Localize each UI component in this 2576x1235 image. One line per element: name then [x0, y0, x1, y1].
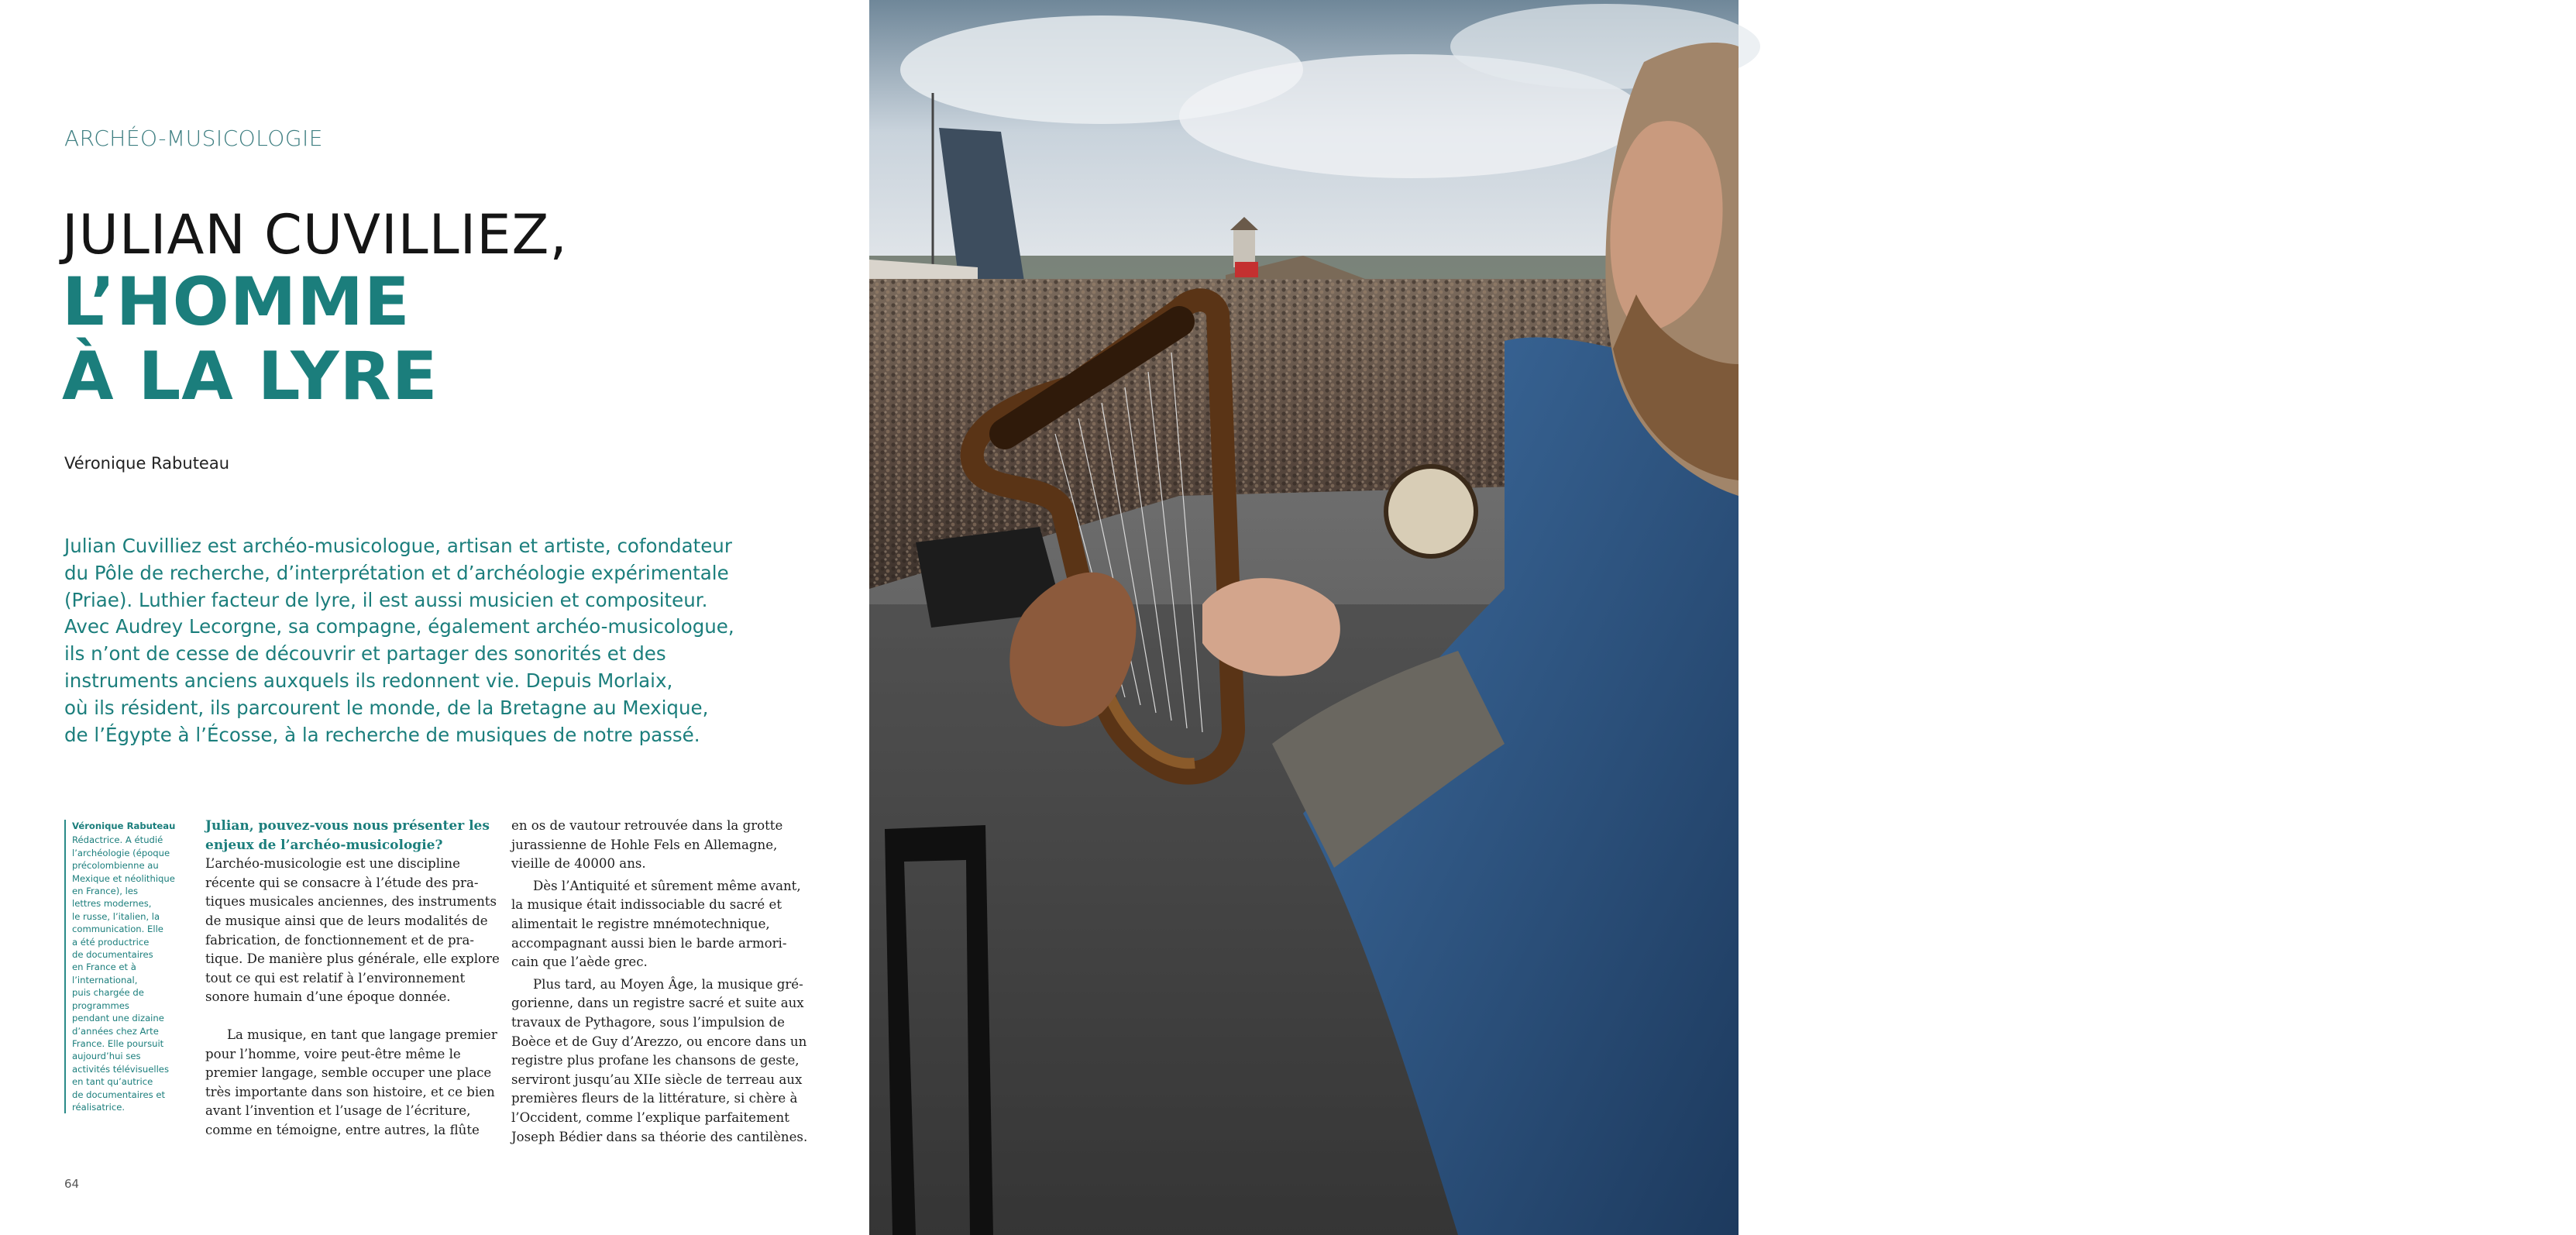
- bio-line: d’années chez Arte: [72, 1025, 159, 1037]
- section-rubric: ARCHÉO-MUSICOLOGIE: [64, 126, 323, 151]
- bio-line: Mexique et néolithique: [72, 872, 175, 884]
- body-column-1: [205, 817, 500, 1140]
- paragraph-gap: [205, 1007, 492, 1026]
- text-line: tique. De manière plus générale, elle explore: [205, 951, 500, 967]
- bio-line: a été productrice: [72, 936, 150, 948]
- answer-paragraph: [511, 975, 808, 1147]
- intro-line: où ils résident, ils parcourent le monde, de la Bretagne au Mexique,: [64, 696, 709, 719]
- stage-photo: [869, 0, 2570, 1235]
- bio-line: en France), les: [72, 886, 139, 897]
- text-line: Plus tard, au Moyen Âge, la musique gré-: [533, 976, 803, 992]
- bio-line: lettres modernes,: [72, 898, 152, 910]
- text-line: récente qui se consacre à l’étude des pra-: [205, 875, 479, 890]
- answer-paragraph: [205, 1026, 497, 1140]
- caption-line: Air festival 2020 (© Julian: [2429, 1166, 2570, 1178]
- text-line: avant l’invention et l’usage de l’écriture,: [205, 1103, 471, 1119]
- text-line: Boèce et de Guy d’Arezzo, ou encore dans un: [511, 1034, 807, 1049]
- bio-line: de documentaires: [72, 949, 153, 961]
- bio-line: en tant qu’autrice: [72, 1076, 153, 1088]
- bio-line: pendant une dizaine: [72, 1013, 164, 1024]
- text-line: premières fleurs de la littérature, si chère à: [511, 1091, 798, 1106]
- text-line: très importante dans son histoire, et ce bien: [205, 1084, 495, 1099]
- text-line: travaux de Pythagore, sous l’impulsion de: [511, 1014, 785, 1030]
- intro-line: Avec Audrey Lecorgne, sa compagne, également archéo-musicologue,: [64, 615, 734, 638]
- bio-line: aujourd’hui ses: [72, 1051, 141, 1062]
- text-line: registre plus profane les chansons de geste,: [511, 1053, 800, 1068]
- left-page: [0, 0, 869, 1235]
- caption-line: scène du Wacken Open: [2429, 1151, 2556, 1164]
- bio-author-name: Véronique Rabuteau: [72, 820, 176, 831]
- title-line-1: JULIAN CUVILLIEZ,: [62, 203, 568, 267]
- bio-line: en France et à: [72, 962, 136, 973]
- text-line: fabrication, de fonctionnement et de pra-: [205, 932, 474, 948]
- bio-line: Rédactrice. A étudié: [72, 834, 163, 846]
- text-line: l’Occident, comme l’explique parfaitement: [511, 1109, 789, 1125]
- text-line: tout ce qui est relatif à l’environnement: [205, 970, 466, 986]
- text-line: jurassienne de Hohle Fels en Allemagne,: [511, 837, 778, 852]
- text-line: L’archéo-musicologie est une discipline: [205, 856, 460, 872]
- bio-line: de documentaires et: [72, 1089, 166, 1100]
- intro-line: de l’Égypte à l’Écosse, à la recherche de musiques de notre passé.: [64, 723, 700, 746]
- text-line: La musique, en tant que langage premier: [227, 1027, 497, 1042]
- photo-illustration: [869, 0, 1739, 1235]
- bio-line: l’international,: [72, 974, 138, 986]
- bio-line: communication. Elle: [72, 924, 163, 935]
- title-line-3: À LA LYRE: [62, 338, 439, 415]
- bio-line: programmes: [72, 999, 129, 1011]
- answer-paragraph: [511, 817, 798, 874]
- caption-line: [2429, 1136, 2576, 1151]
- caption-subject: Julian Cuvilliez: [2429, 1137, 2519, 1149]
- answer-paragraph: [511, 877, 801, 972]
- bio-line: activités télévisuelles: [72, 1063, 169, 1075]
- body-column-2: [511, 817, 808, 1147]
- text-line: pour l’homme, voire peut-être même le: [205, 1046, 461, 1061]
- caption-line: Cuvilliez - Ar Bard).: [2429, 1181, 2533, 1193]
- page-number: 64: [64, 1177, 80, 1191]
- text-line: accompagnant aussi bien le barde armori-: [511, 935, 787, 951]
- bio-line: France. Elle poursuit: [72, 1037, 164, 1049]
- title-line-2: L’HOMME: [62, 263, 411, 341]
- intro-paragraph: [64, 533, 777, 748]
- intro-line: Julian Cuvilliez est archéo-musicologue, artisan et artiste, cofondateur: [64, 535, 732, 557]
- text-line: vieille de 40000 ans.: [511, 856, 646, 872]
- intro-line: ils n’ont de cesse de découvrir et partager des sonorités et des: [64, 642, 666, 666]
- caption-text: sur la: [2518, 1137, 2552, 1149]
- intro-line: (Priae). Luthier facteur de lyre, il est aussi musicien et compositeur.: [64, 588, 708, 611]
- text-line: Dès l’Antiquité et sûrement même avant,: [533, 878, 801, 893]
- bio-line: l’archéologie (époque: [72, 847, 170, 858]
- bio-line: réalisatrice.: [72, 1101, 126, 1113]
- text-line: de musique ainsi que de leurs modalités de: [205, 913, 488, 928]
- bio-line: puis chargée de: [72, 987, 144, 999]
- bio-line: précolombienne au: [72, 860, 159, 872]
- text-line: gorienne, dans un registre sacré et suite aux: [511, 996, 804, 1011]
- text-line: alimentait le registre mnémotechnique,: [511, 916, 770, 931]
- text-line: tiques musicales anciennes, des instruments: [205, 894, 497, 910]
- text-line: en os de vautour retrouvée dans la grotte: [511, 818, 783, 833]
- text-line: cain que l’aède grec.: [511, 955, 648, 970]
- text-line: serviront jusqu’au XIIe siècle de terreau aux: [511, 1072, 803, 1087]
- question-line: Julian, pouvez-vous nous présenter les: [205, 818, 490, 834]
- question-line: enjeux de l’archéo-musicologie?: [205, 837, 443, 853]
- text-line: comme en témoigne, entre autres, la flûte: [205, 1122, 480, 1137]
- author-byline: Véronique Rabuteau: [64, 454, 230, 473]
- intro-line: du Pôle de recherche, d’interprétation et d’archéologie expérimentale: [64, 561, 729, 584]
- text-line: premier langage, semble occuper une place: [205, 1065, 492, 1081]
- bio-line: le russe, l’italien, la: [72, 910, 160, 922]
- author-bio: [64, 820, 181, 1113]
- answer-paragraph: [205, 855, 500, 1007]
- text-line: la musique était indissociable du sacré et: [511, 897, 782, 913]
- intro-line: instruments anciens auxquels ils redonnent vie. Depuis Morlaix,: [64, 669, 673, 692]
- interview-question: [205, 817, 492, 855]
- text-line: sonore humain d’une époque donnée.: [205, 989, 451, 1005]
- photo-caption: [2429, 1136, 2576, 1195]
- text-line: Joseph Bédier dans sa théorie des cantilènes.: [511, 1129, 808, 1144]
